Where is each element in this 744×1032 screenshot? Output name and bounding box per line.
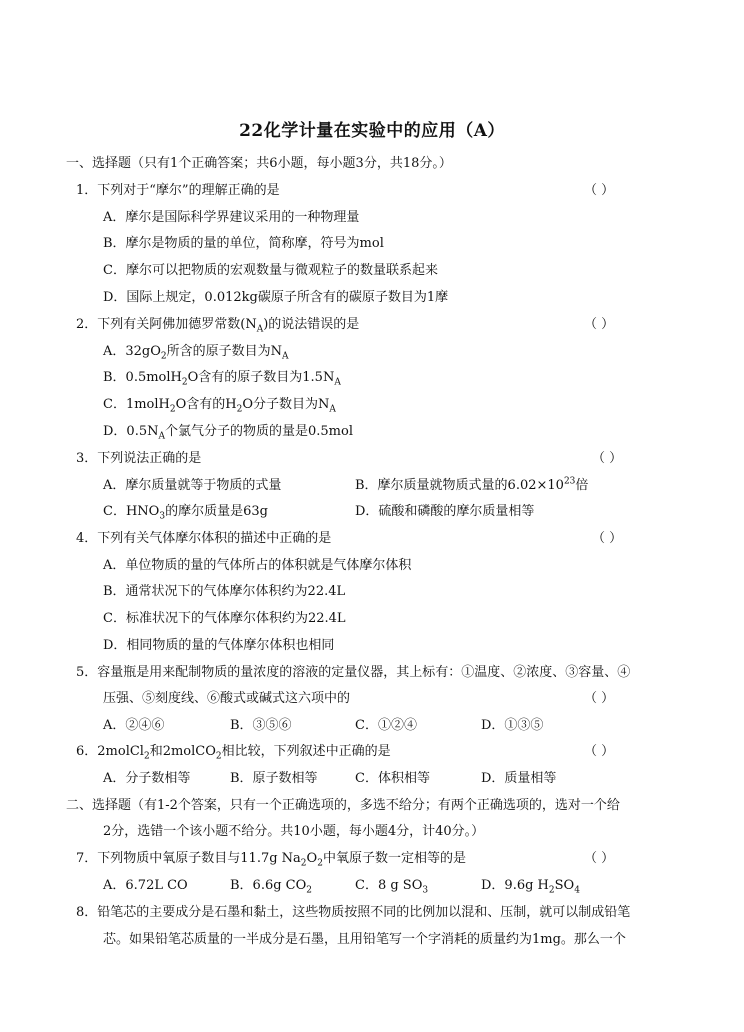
- question-3-option-c: C．$HNO_3$的摩尔质量是63g: [103, 504, 268, 522]
- question-2-option-d: D．$0.5N_A$个氯气分子的物质的量是0.5mol: [103, 424, 353, 442]
- question-4-option-d: D．相同物质的量的气体摩尔体积也相同: [103, 638, 335, 653]
- question-5-stem-line-1: 5．容量瓶是用来配制物质的量浓度的溶液的定量仪器，其上标有：①温度、②浓度、③容量、④: [76, 665, 631, 680]
- question-7-answer-blank: （ ）: [584, 851, 615, 866]
- question-6-option-a: A．分子数相等: [103, 771, 191, 786]
- question-5-answer-blank: （ ）: [584, 691, 615, 706]
- question-7-option-b: B．6.6g $CO_2$: [230, 878, 313, 896]
- question-1-option-b: B．摩尔是物质的量的单位，简称摩，符号为mol: [103, 236, 384, 251]
- question-8-stem-line-1: 8．铅笔芯的主要成分是石墨和黏土，这些物质按照不同的比例加以混和、压制，就可以制成铅笔: [76, 905, 631, 920]
- question-8-stem-line-2: 芯。如果铅笔芯质量的一半成分是石墨，且用铅笔写一个字消耗的质量约为1mg。那么一个: [103, 932, 626, 947]
- question-2-option-c: C．1molH$_2$O含有的$H_2O$分子数目为$N_A$: [103, 397, 336, 415]
- question-3-option-b: B．摩尔质量就物质式量的$6.02\times 10^{23}$倍: [355, 476, 589, 493]
- question-4-option-c: C．标准状况下的气体摩尔体积约为22.4L: [103, 611, 346, 626]
- page-title: 22化学计量在实验中的应用（A）: [239, 121, 505, 141]
- question-1-answer-blank: （ ）: [584, 183, 615, 198]
- question-2-option-b: B．0.5molH$_2$O含有的原子数目为$1.5N_A$: [103, 370, 341, 388]
- question-2-stem: 2．下列有关阿佛加德罗常数$(N_A)$的说法错误的是: [76, 317, 360, 335]
- question-2-answer-blank: （ ）: [584, 317, 615, 332]
- question-5-option-d: D．①③⑤: [481, 718, 544, 733]
- section-2-heading-line-1: 二、选择题（有1-2个答案，只有一个正确选项的，多选不给分；有两个正确选项的，选对一个给: [66, 798, 620, 813]
- question-3-option-a: A．摩尔质量就等于物质的式量: [103, 478, 282, 493]
- question-5-option-b: B．③⑤⑥: [230, 718, 292, 733]
- question-6-stem: 6．2molCl$_2$和2molCO$_2$相比较，下列叙述中正确的是: [76, 744, 391, 762]
- question-1-option-a: A．摩尔是国际科学界建议采用的一种物理量: [103, 210, 360, 225]
- question-5-option-a: A．②④⑥: [103, 718, 165, 733]
- question-1-option-c: C．摩尔可以把物质的宏观数量与微观粒子的数量联系起来: [103, 263, 438, 278]
- question-1-option-d: D．国际上规定，0.012kg碳原子所含有的碳原子数目为1摩: [103, 290, 449, 305]
- question-6-option-c: C．体积相等: [355, 771, 430, 786]
- question-3-option-d: D．硫酸和磷酸的摩尔质量相等: [355, 504, 535, 519]
- question-6-option-b: B．原子数相等: [230, 771, 318, 786]
- question-6-answer-blank: （ ）: [584, 744, 615, 759]
- question-2-option-a: A．$32gO_2$所含的原子数目为$N_A$: [103, 344, 289, 362]
- question-4-option-b: B．通常状况下的气体摩尔体积约为22.4L: [103, 584, 346, 599]
- question-6-option-d: D．质量相等: [481, 771, 557, 786]
- question-4-answer-blank: （ ）: [592, 531, 623, 546]
- question-3-answer-blank: （ ）: [592, 451, 623, 466]
- question-4-stem: 4．下列有关气体摩尔体积的描述中正确的是: [76, 531, 332, 546]
- question-7-option-c: C．8 g $SO_3$: [355, 878, 429, 896]
- question-1-stem: 1．下列对于“摩尔”的理解正确的是: [76, 183, 280, 198]
- question-4-option-a: A．单位物质的量的气体所占的体积就是气体摩尔体积: [103, 558, 412, 573]
- section-1-heading: 一、选择题（只有1个正确答案；共6小题，每小题3分，共18分。）: [66, 156, 452, 171]
- question-7-stem: 7．下列物质中氧原子数目与11.7g $Na_2O_2$中氧原子数一定相等的是: [76, 851, 466, 869]
- question-7-option-a: A．6.72L CO: [103, 878, 188, 893]
- question-7-option-d: D．9.6g $H_2SO_4$: [481, 878, 580, 896]
- question-5-stem-line-2: 压强、⑤刻度线、⑥酸式或碱式这六项中的: [103, 691, 351, 706]
- question-5-option-c: C．①②④: [355, 718, 417, 733]
- question-3-stem: 3．下列说法正确的是: [76, 451, 202, 466]
- section-2-heading-line-2: 2分，选错一个该小题不给分。共10小题，每小题4分，计40分。）: [103, 824, 485, 839]
